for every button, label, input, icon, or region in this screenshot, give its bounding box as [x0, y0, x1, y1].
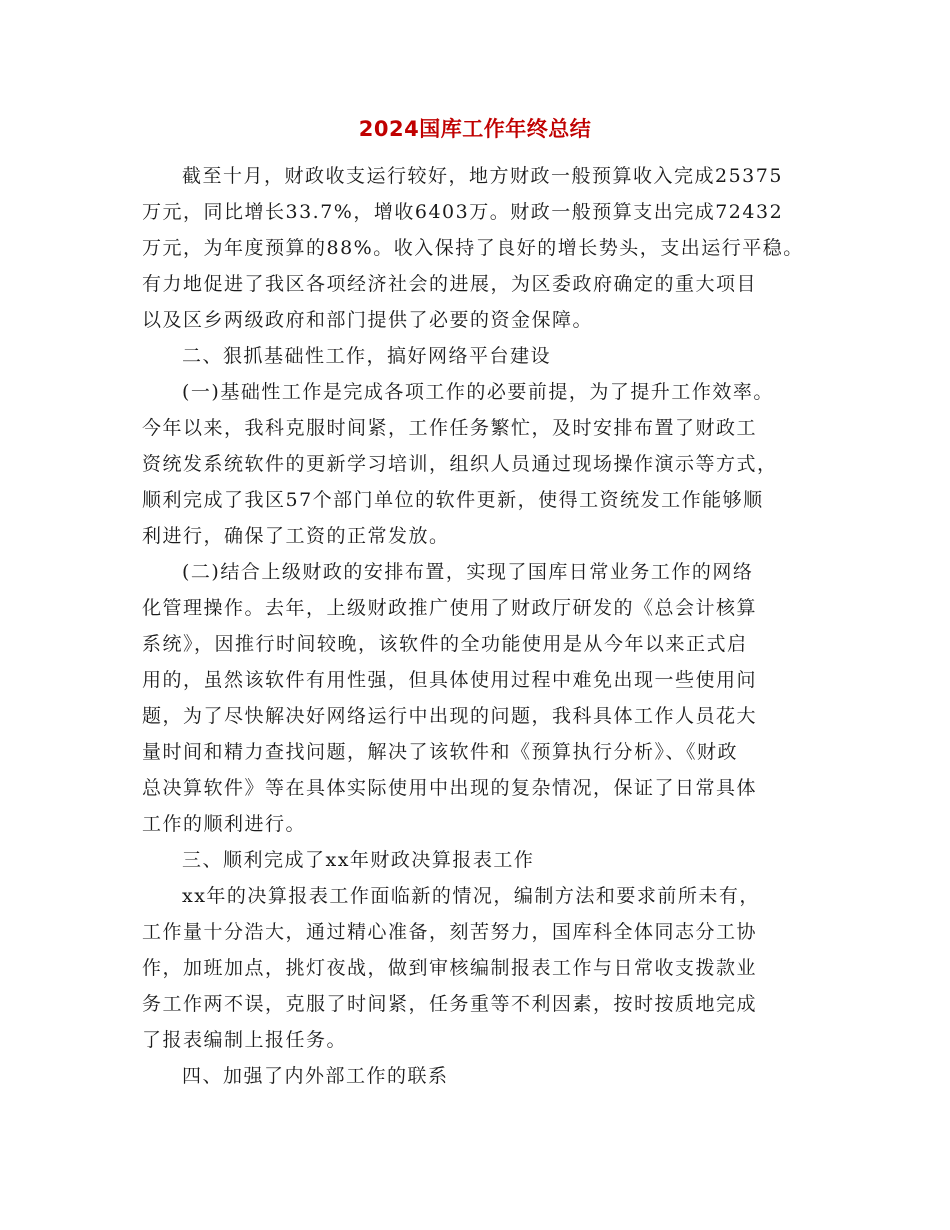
- text-line: 化管理操作。去年，上级财政推广使用了财政厅研发的《总会计核算: [142, 597, 758, 619]
- section-heading: 二、狠抓基础性工作，搞好网络平台建设: [182, 345, 552, 367]
- text-line: xx年的决算报表工作面临新的情况，编制方法和要求前所未有，: [182, 885, 760, 907]
- text-line: 题，为了尽快解决好网络运行中出现的问题，我科具体工作人员花大: [142, 705, 758, 727]
- text-line: 利进行，确保了工资的正常发放。: [142, 525, 450, 547]
- text-line: 以及区乡两级政府和部门提供了必要的资金保障。: [142, 309, 594, 331]
- document-title: 2024国库工作年终总结: [358, 117, 592, 141]
- text-line: 务工作两不误，克服了时间紧，任务重等不利因素，按时按质地完成: [142, 993, 758, 1015]
- text-line: 资统发系统软件的更新学习培训，组织人员通过现场操作演示等方式，: [142, 453, 778, 475]
- section-heading: 四、加强了内外部工作的联系: [182, 1065, 449, 1087]
- text-line: 量时间和精力查找问题，解决了该软件和《预算执行分析》、《财政: [142, 741, 739, 763]
- text-line: 顺利完成了我区57个部门单位的软件更新，使得工资统发工作能够顺: [142, 489, 764, 511]
- text-line: 系统》，因推行时间较晚，该软件的全功能使用是从今年以来正式启: [142, 633, 748, 655]
- section-heading: 三、顺利完成了xx年财政决算报表工作: [182, 849, 535, 871]
- text-line: 用的，虽然该软件有用性强，但具体使用过程中难免出现一些使用问: [142, 669, 758, 691]
- text-line: 万元，为年度预算的88%。收入保持了良好的增长势头，支出运行平稳。: [142, 237, 804, 259]
- text-line: 万元，同比增长33.7%，增收6403万。财政一般预算支出完成72432: [142, 201, 784, 223]
- text-line: 截至十月，财政收支运行较好，地方财政一般预算收入完成25375: [182, 165, 783, 187]
- text-line: 作，加班加点，挑灯夜战，做到审核编制报表工作与日常收支拨款业: [142, 957, 758, 979]
- text-line: 今年以来，我科克服时间紧，工作任务繁忙，及时安排布置了财政工: [142, 417, 758, 439]
- text-line: 总决算软件》等在具体实际使用中出现的复杂情况，保证了日常具体: [142, 777, 758, 799]
- text-line: 有力地促进了我区各项经济社会的进展，为区委政府确定的重大项目: [142, 273, 758, 295]
- document-body: [142, 158, 822, 1094]
- text-line: 工作的顺利进行。: [142, 813, 307, 835]
- text-line: (一)基础性工作是完成各项工作的必要前提，为了提升工作效率。: [182, 381, 774, 403]
- text-line: 工作量十分浩大，通过精心准备，刻苦努力，国库科全体同志分工协: [142, 921, 758, 943]
- text-line: (二)结合上级财政的安排布置，实现了国库日常业务工作的网络: [182, 561, 754, 583]
- text-line: 了报表编制上报任务。: [142, 1029, 348, 1051]
